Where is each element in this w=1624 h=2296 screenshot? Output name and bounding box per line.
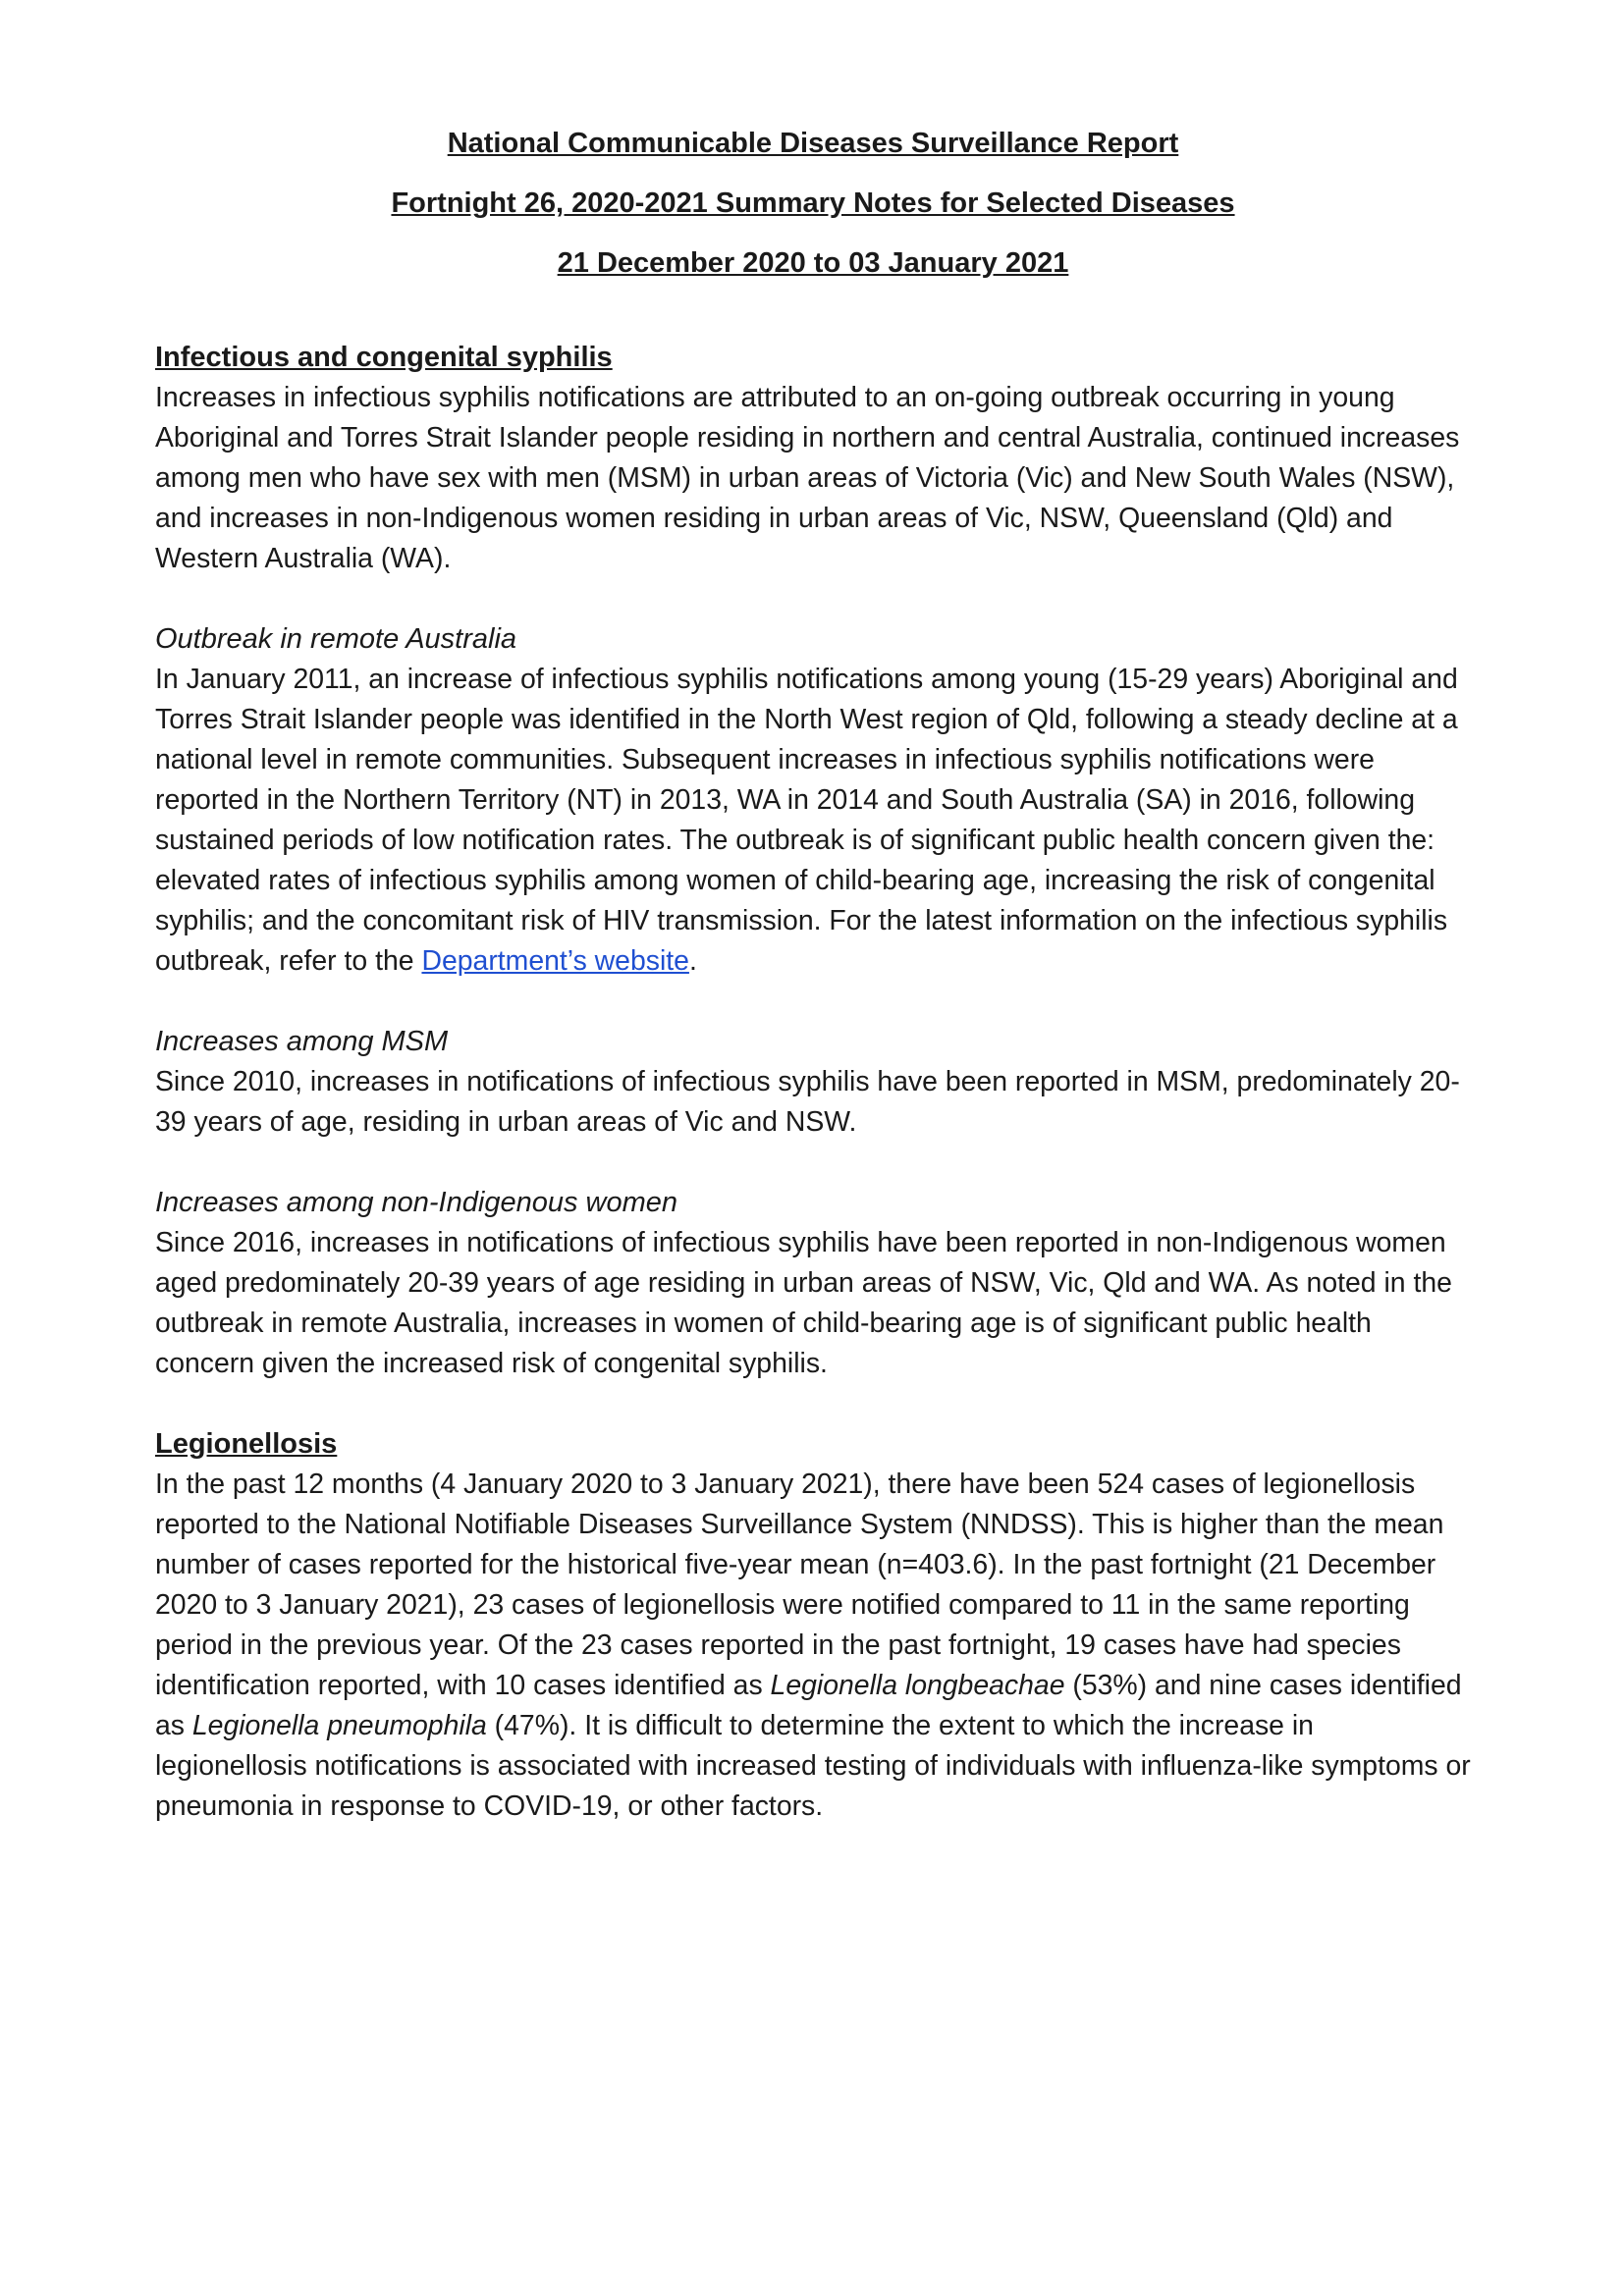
remote-outbreak-end: . bbox=[688, 945, 697, 977]
msm-paragraph: Since 2010, increases in notifications of infectious syphilis have been reported in MSM, predominately 20-39 years of age, residing in urban areas of Vic and NSW. bbox=[155, 1066, 1460, 1138]
women-paragraph: Since 2016, increases in notifications of infectious syphilis have been reported in non-Indigenous women aged predominately 20-39 years of age residing in urban areas of NSW, Vic, Qld and WA. As noted in the outbreak in remote Australia, increases in women of child-bearing age is of significant public health concern given the increased risk of congenital syphilis. bbox=[155, 1227, 1452, 1379]
legionellosis-text-part2: (53%) and nine cases identified as bbox=[155, 1670, 1462, 1741]
remote-outbreak-paragraph bbox=[155, 660, 1471, 982]
msm-heading: Increases among MSM bbox=[155, 1026, 449, 1057]
legionellosis-paragraph bbox=[155, 1465, 1471, 1827]
species-pneumophila: Legionella pneumophila bbox=[191, 1710, 487, 1741]
header-spacer bbox=[155, 294, 1471, 338]
remote-outbreak-heading: Outbreak in remote Australia bbox=[155, 623, 517, 655]
remote-outbreak-text: In January 2011, an increase of infectious syphilis notifications among young (15-29 years) Aboriginal and Torres Strait Islander people was identified in the North West region of Qld, following a steady decline at a national level in remote communities. Subsequent increases in infectious syphilis notifications were reported in the Northern Territory (NT) in 2013, WA in 2014 and South Australia (SA) in 2016, following sustained periods of low notification rates. The outbreak is of significant public health concern given the: elevated rates of infectious syphilis among women of child-bearing age, increasing the risk of congenital syphilis; and the concomitant risk of HIV transmission. For the latest information on the infectious syphilis outbreak, refer to the bbox=[155, 664, 1458, 977]
report-page bbox=[155, 114, 1471, 1827]
legionellosis-heading: Legionellosis bbox=[155, 1428, 338, 1460]
report-date-range: 21 December 2020 to 03 January 2021 bbox=[557, 247, 1069, 279]
syphilis-section bbox=[155, 338, 1471, 1424]
report-header bbox=[155, 114, 1471, 294]
species-longbeachae: Legionella longbeachae bbox=[770, 1670, 1065, 1701]
syphilis-heading: Infectious and congenital syphilis bbox=[155, 342, 613, 373]
women-heading: Increases among non-Indigenous women bbox=[155, 1187, 677, 1218]
legionellosis-text-part1: In the past 12 months (4 January 2020 to 3 January 2021), there have been 524 cases of legionellosis reported to the National Notifiable Diseases Surveillance System (NNDSS). This is higher than the mean number of cases reported for the historical five-year mean (n=403.6). In the past fortnight (21 December 2020 to 3 January 2021), 23 cases of legionellosis were notified compared to 11 in the same reporting period in the previous year. Of the 23 cases reported in the past fortnight, 19 cases have had species identification reported, with 10 cases identified as bbox=[155, 1468, 1444, 1701]
legionellosis-text-part3: (47%). It is difficult to determine the extent to which the increase in legionellosis notifications is associated with increased testing of individuals with influenza-like symptoms or pneumonia in response to COVID-19, or other factors. bbox=[155, 1710, 1471, 1822]
report-subtitle: Fortnight 26, 2020-2021 Summary Notes for Selected Diseases bbox=[391, 187, 1235, 219]
syphilis-intro-paragraph: Increases in infectious syphilis notifications are attributed to an on-going outbreak occurring in young Aboriginal and Torres Strait Islander people residing in northern and central Australia, continued increases among men who have sex with men (MSM) in urban areas of Victoria (Vic) and New South Wales (NSW), and increases in non-Indigenous women residing in urban areas of Vic, NSW, Queensland (Qld) and Western Australia (WA). bbox=[155, 382, 1460, 574]
department-website-link[interactable]: Department’s website bbox=[421, 945, 689, 977]
legionellosis-section bbox=[155, 1424, 1471, 1827]
report-title: National Communicable Diseases Surveillance Report bbox=[447, 128, 1179, 159]
